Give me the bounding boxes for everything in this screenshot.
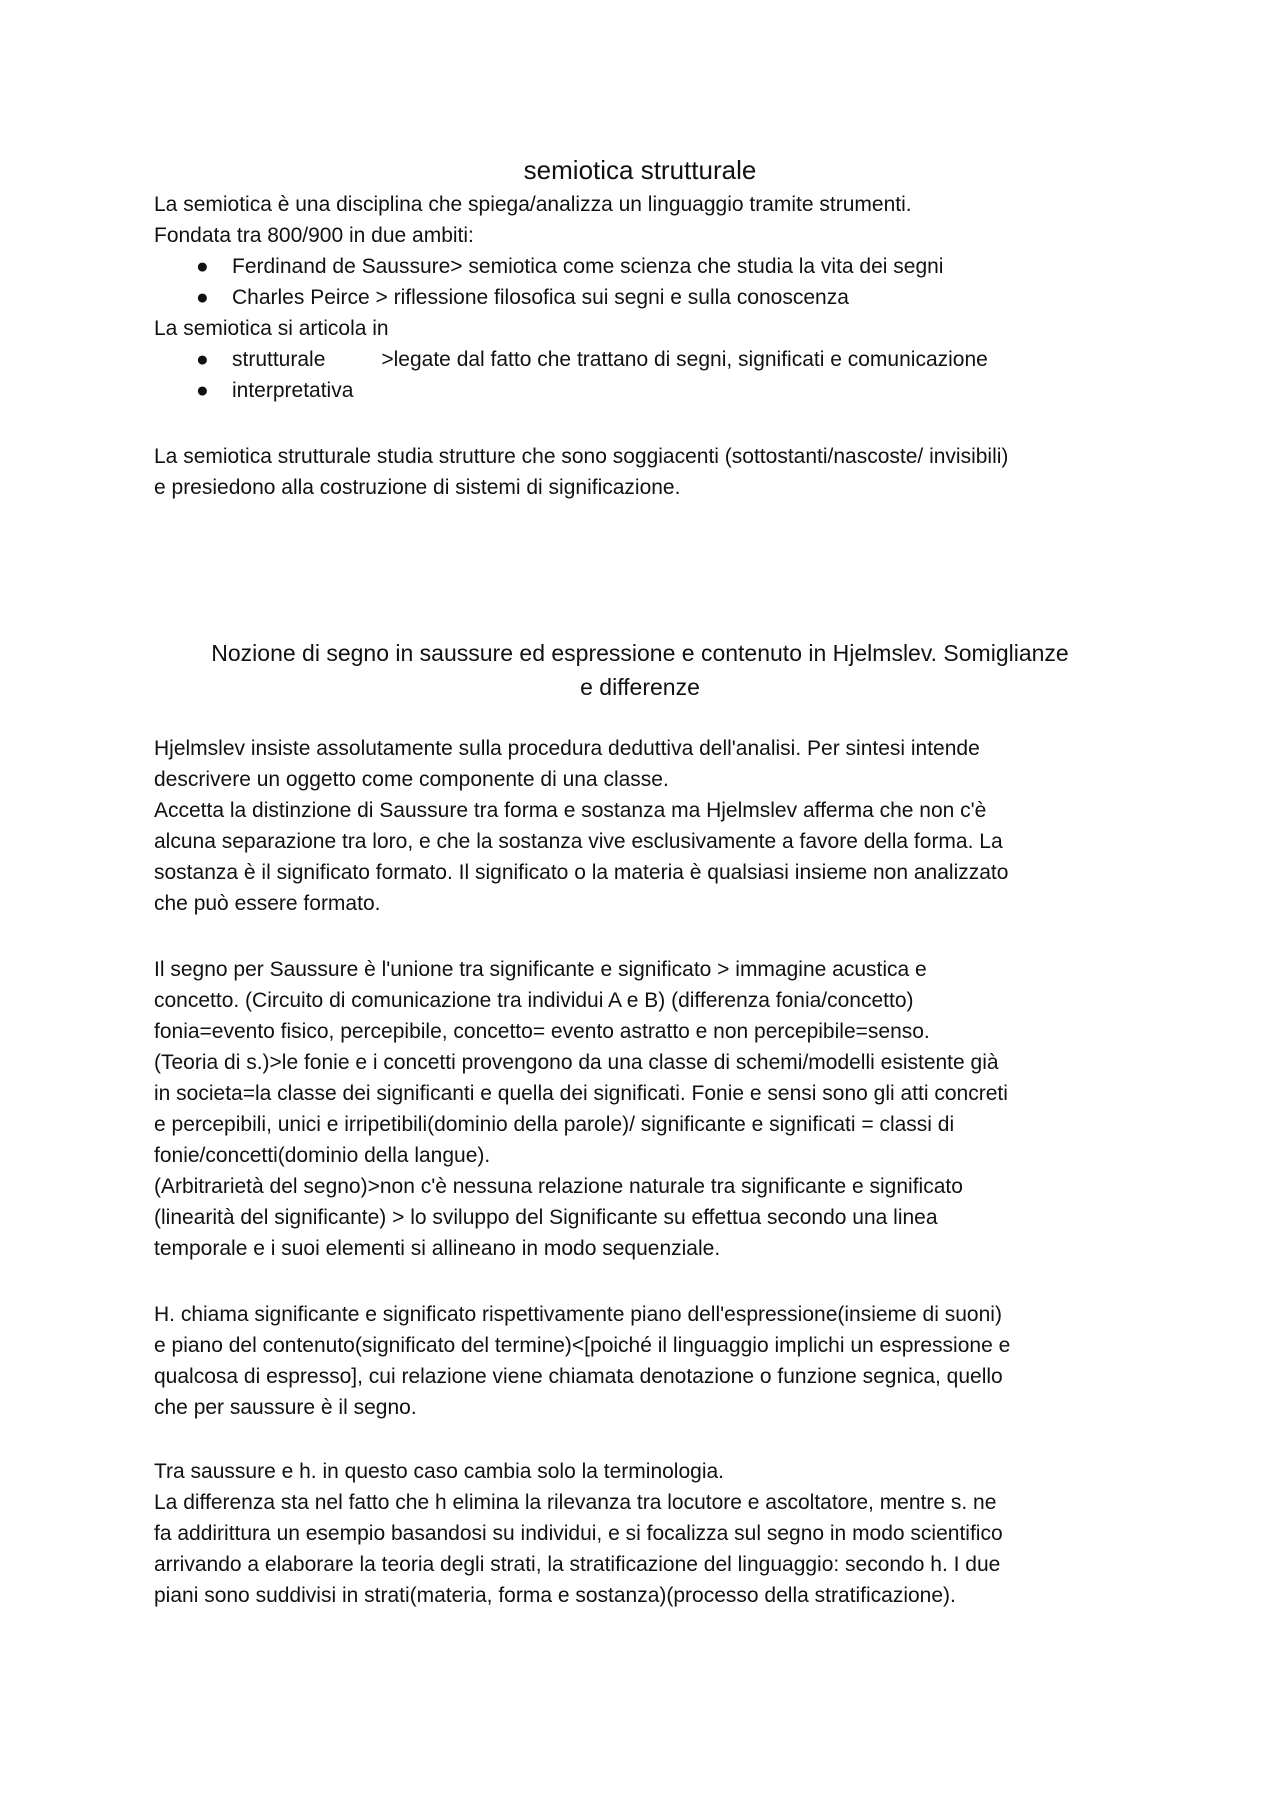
text-line: e percepibili, unici e irripetibili(dominio della parole)/ significante e significati = classi di <box>154 1113 955 1136</box>
text-line: fonia=evento fisico, percepibile, concetto= evento astratto e non percepibile=senso. <box>154 1020 930 1043</box>
bullet-icon: ● <box>196 348 209 371</box>
text-line: Tra saussure e h. in questo caso cambia solo la terminologia. <box>154 1460 725 1483</box>
text-line: fa addirittura un esempio basandosi su individui, e si focalizza sul segno in modo scientifico <box>154 1522 1003 1545</box>
text-line: La semiotica strutturale studia strutture che sono soggiacenti (sottostanti/nascoste/ invisibili) <box>154 445 1009 468</box>
bullet-icon: ● <box>196 255 209 278</box>
text-line: concetto. (Circuito di comunicazione tra individui A e B) (differenza fonia/concetto) <box>154 989 914 1012</box>
paragraph-strutturale <box>154 441 1144 503</box>
text-line: (Arbitrarietà del segno)>non c'è nessuna relazione naturale tra significante e significato <box>154 1175 963 1198</box>
section-title-semiotica: semiotica strutturale <box>523 155 757 185</box>
text-line: fonie/concetti(dominio della langue). <box>154 1144 491 1167</box>
bullet-text: strutturale <box>232 348 326 371</box>
text-line: arrivando a elaborare la teoria degli strati, la stratificazione del linguaggio: secondo h. I due <box>154 1553 1001 1576</box>
text-line: Il segno per Saussure è l'unione tra significante e significato > immagine acustica e <box>154 958 927 981</box>
bullet-icon: ● <box>196 286 209 309</box>
text-line: che può essere formato. <box>154 892 381 915</box>
bullet-item <box>154 251 1144 282</box>
bullet-text: Ferdinand de Saussure> semiotica come scienza che studia la vita dei segni <box>232 255 944 278</box>
bullet-item <box>154 282 1144 313</box>
bullet-item <box>154 375 1144 406</box>
text-line: e presiedono alla costruzione di sistemi di significazione. <box>154 476 681 499</box>
title-line: e differenze <box>580 674 700 700</box>
text-line: sostanza è il significato formato. Il significato o la materia è qualsiasi insieme non analizzato <box>154 861 1009 884</box>
text-line: (Teoria di s.)>le fonie e i concetti provengono da una classe di schemi/modelli esistente già <box>154 1051 999 1074</box>
text-line: descrivere un oggetto come componente di una classe. <box>154 768 669 791</box>
text-line: (linearità del significante) > lo sviluppo del Significante su effettua secondo una linea <box>154 1206 938 1229</box>
paragraph-hjelmslev <box>154 733 1144 919</box>
title-line: Nozione di segno in saussure ed espressione e contenuto in Hjelmslev. Somiglianze <box>211 640 1069 666</box>
text-line: piani sono suddivisi in strati(materia, forma e sostanza)(processo della stratificazione). <box>154 1584 956 1607</box>
paragraph-segno-saussure <box>154 954 1144 1264</box>
text-line: in societa=la classe dei significanti e quella dei significati. Fonie e sensi sono gli atti concreti <box>154 1082 1008 1105</box>
paragraph-differenze <box>154 1456 1144 1611</box>
text-line: La differenza sta nel fatto che h elimina la rilevanza tra locutore e ascoltatore, mentre s. ne <box>154 1491 997 1514</box>
bullet-text: Charles Peirce > riflessione filosofica sui segni e sulla conoscenza <box>232 286 849 309</box>
text-line: H. chiama significante e significato rispettivamente piano dell'espressione(insieme di suoni) <box>154 1303 1002 1326</box>
section-title-nozione <box>150 636 1130 704</box>
text-line: La semiotica è una disciplina che spiega/analizza un linguaggio tramite strumenti. <box>154 193 912 216</box>
text-line: Accetta la distinzione di Saussure tra forma e sostanza ma Hjelmslev afferma che non c'è <box>154 799 987 822</box>
bullet-text: interpretativa <box>232 379 354 402</box>
text-line: alcuna separazione tra loro, e che la sostanza vive esclusivamente a favore della forma. La <box>154 830 1003 853</box>
intro-block <box>154 189 1144 406</box>
text-line: e piano del contenuto(significato del termine)<[poiché il linguaggio implichi un espressione e <box>154 1334 1011 1357</box>
bullet-item <box>154 344 1144 375</box>
bullet-note: >legate dal fatto che trattano di segni, significati e comunicazione <box>381 348 988 371</box>
text-line: che per saussure è il segno. <box>154 1396 417 1419</box>
text-line: Fondata tra 800/900 in due ambiti: <box>154 224 474 247</box>
text-line: temporale e i suoi elementi si allineano in modo sequenziale. <box>154 1237 721 1260</box>
bullet-icon: ● <box>196 379 209 402</box>
text-line: qualcosa di espresso], cui relazione viene chiamata denotazione o funzione segnica, quello <box>154 1365 1003 1388</box>
text-line: La semiotica si articola in <box>154 317 389 340</box>
text-line: Hjelmslev insiste assolutamente sulla procedura deduttiva dell'analisi. Per sintesi intende <box>154 737 980 760</box>
paragraph-espressione-contenuto <box>154 1299 1144 1423</box>
